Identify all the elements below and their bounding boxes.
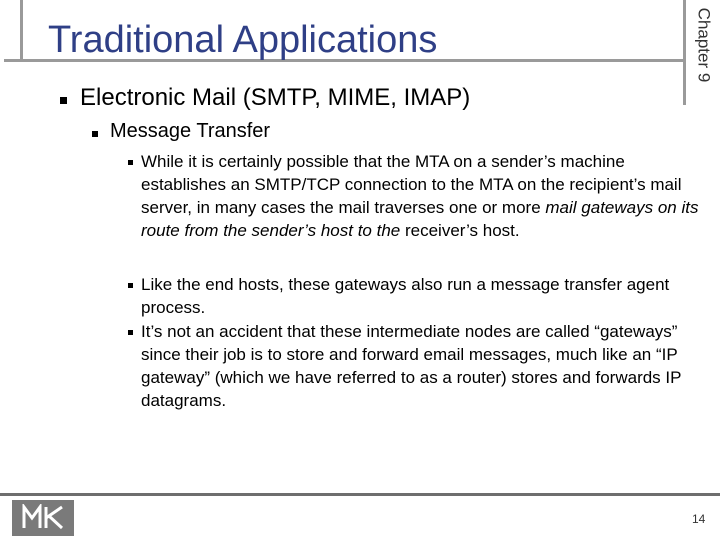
level2-bullet-text: Message Transfer xyxy=(110,120,271,142)
level2-bullet-marker xyxy=(92,131,98,137)
point-1-italic: mail gateways on its route from the sender’s host to the xyxy=(141,198,699,240)
page-number: 14 xyxy=(692,512,706,526)
point-3-text: It’s not an accident that these intermediate nodes are called “gateways” since their job is to store and forward email messages, much like an “IP gateway” (which we have referred to as a router) stores and forwards IP datagrams. xyxy=(141,322,682,410)
level1-bullet-text: Electronic Mail (SMTP, MIME, IMAP) xyxy=(80,84,471,111)
point-1-tail: receiver’s host. xyxy=(400,221,520,240)
left-accent-line xyxy=(20,0,23,62)
point-1 xyxy=(141,150,701,242)
point-1-text: While it is certainly possible that the MTA on a sender’s machine establishes an SMTP/TCP connection to the MTA on the recipient’s mail server, in many cases the mail traverses one or more xyxy=(141,152,682,217)
level3-bullet-marker xyxy=(128,160,133,165)
slide-title: Traditional Applications xyxy=(48,19,438,61)
level3-bullet-marker xyxy=(128,330,133,335)
mk-logo-icon xyxy=(22,504,66,530)
footer xyxy=(0,496,720,540)
level1-bullet-marker xyxy=(60,97,67,104)
point-2 xyxy=(141,273,701,319)
chapter-label xyxy=(686,0,720,90)
point-2-text: Like the end hosts, these gateways also run a message transfer agent process. xyxy=(141,275,670,317)
level3-bullet-marker xyxy=(128,283,133,288)
chapter-label-text: Chapter 9 xyxy=(694,7,714,83)
point-3 xyxy=(141,320,701,412)
publisher-logo xyxy=(12,500,74,536)
